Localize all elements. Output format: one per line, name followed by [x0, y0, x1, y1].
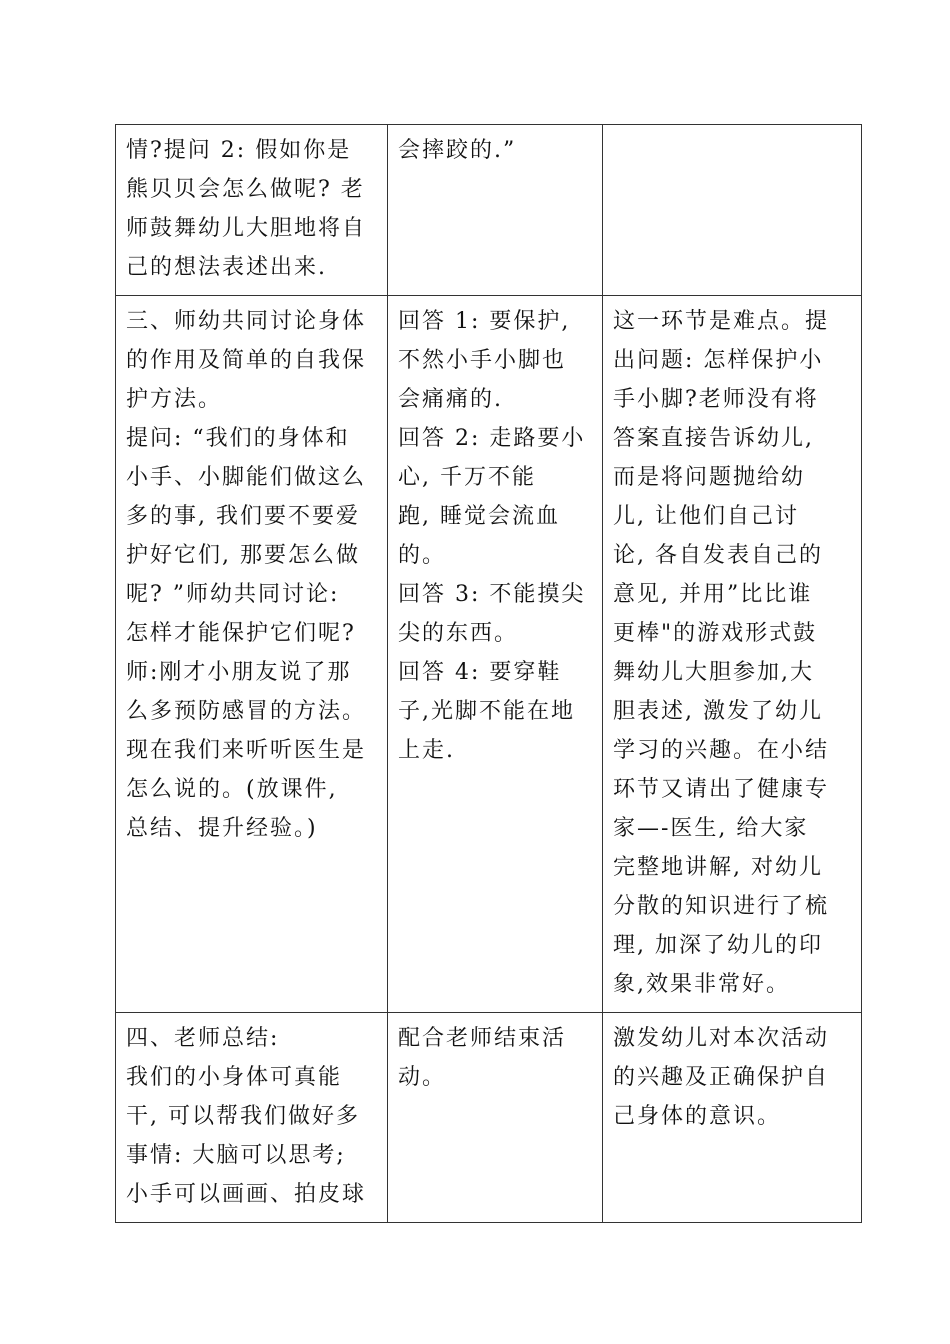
- text-line: 动。: [398, 1065, 447, 1090]
- text-line: 干, 可以帮我们做好多: [126, 1104, 360, 1129]
- text-line: 激发幼儿对本次活动: [613, 1026, 830, 1051]
- text-line: 跑, 睡觉会流血: [398, 504, 560, 529]
- text-line: 尖的东西。: [398, 621, 519, 646]
- teacher-activity-cell: [116, 125, 388, 296]
- design-intent-cell: [603, 296, 862, 1013]
- text-line: 心, 千万不能: [398, 465, 536, 490]
- text-line: 事情: 大脑可以思考;: [126, 1143, 346, 1168]
- text-line: 么多预防感冒的方法。: [126, 699, 367, 724]
- text-line: 熊贝贝会怎么做呢? 老: [126, 177, 365, 202]
- text-line: 会痛痛的.: [398, 387, 503, 412]
- text-line: 象,效果非常好。: [613, 972, 790, 997]
- text-line: 学习的兴趣。在小结: [613, 738, 830, 763]
- text-line: 多的事, 我们要不要爱: [126, 504, 360, 529]
- text-line: 家—-医生, 给大家: [613, 816, 809, 841]
- child-response-cell: [388, 1013, 603, 1223]
- text-line: 回答 4: 要穿鞋: [398, 660, 562, 685]
- text-line: 儿, 让他们自己讨: [613, 504, 799, 529]
- text-line: 己的想法表述出来.: [126, 255, 327, 280]
- text-line: 论, 各自发表自己的: [613, 543, 823, 568]
- text-line: 子,光脚不能在地: [398, 699, 575, 724]
- text-line: 环节又请出了健康专: [613, 777, 830, 802]
- text-line: 小手、小脚能们做这么: [126, 465, 367, 490]
- text-line: 出问题: 怎样保护小: [613, 348, 824, 373]
- text-line: 分散的知识进行了梳: [613, 894, 830, 919]
- text-line: 师:刚才小朋友说了那: [126, 660, 352, 685]
- text-line: 怎么说的。(放课件,: [126, 777, 338, 802]
- text-line: 总结、提升经验。): [126, 816, 318, 841]
- design-intent-cell: [603, 1013, 862, 1223]
- text-line: 的。: [398, 543, 447, 568]
- text-line: 不然小手小脚也: [398, 348, 567, 373]
- text-line: 回答 1: 要保护,: [398, 309, 571, 334]
- text-line: 意见, 并用”比比谁: [613, 582, 813, 607]
- text-line: 这一环节是难点。提: [613, 309, 830, 334]
- text-line: 己身体的意识。: [613, 1104, 782, 1129]
- text-line: 小手可以画画、拍皮球: [126, 1182, 367, 1207]
- table-row: [116, 125, 862, 296]
- text-line: 护好它们, 那要怎么做: [126, 543, 360, 568]
- text-line: 回答 3: 不能摸尖: [398, 582, 586, 607]
- text-line: 情?提问 2: 假如你是: [126, 138, 352, 163]
- lesson-plan-table: [115, 124, 862, 1223]
- text-line: 理, 加深了幼儿的印: [613, 933, 823, 958]
- text-line: 回答 2: 走路要小: [398, 426, 586, 451]
- text-line: 提问: “我们的身体和: [126, 426, 350, 451]
- text-line: 配合老师结束活: [398, 1026, 567, 1051]
- text-line: 上走.: [398, 738, 455, 763]
- text-line: 的作用及简单的自我保: [126, 348, 367, 373]
- teacher-activity-cell: [116, 296, 388, 1013]
- text-line: 更棒"的游戏形式鼓: [613, 621, 818, 646]
- child-response-cell: [388, 125, 603, 296]
- text-line: 答案直接告诉幼儿,: [613, 426, 814, 451]
- text-line: 会摔跤的.”: [398, 138, 517, 163]
- child-response-cell: [388, 296, 603, 1013]
- teacher-activity-cell: [116, 1013, 388, 1223]
- text-line: 手小脚?老师没有将: [613, 387, 819, 412]
- text-line: 呢? ”师幼共同讨论:: [126, 582, 340, 607]
- text-line: 完整地讲解, 对幼儿: [613, 855, 823, 880]
- text-line: 师鼓舞幼儿大胆地将自: [126, 216, 367, 241]
- text-line: 三、师幼共同讨论身体: [126, 309, 367, 334]
- text-line: 舞幼儿大胆参加,大: [613, 660, 814, 685]
- table-row: [116, 296, 862, 1013]
- table-row: [116, 1013, 862, 1223]
- text-line: 的兴趣及正确保护自: [613, 1065, 830, 1090]
- text-line: 我们的小身体可真能: [126, 1065, 343, 1090]
- text-line: 四、老师总结:: [126, 1026, 280, 1051]
- text-line: 胆表述, 激发了幼儿: [613, 699, 823, 724]
- text-line: 现在我们来听听医生是: [126, 738, 367, 763]
- text-line: 怎样才能保护它们呢?: [126, 621, 356, 646]
- text-line: 护方法。: [126, 387, 223, 412]
- design-intent-cell: [603, 125, 862, 296]
- text-line: 而是将问题抛给幼: [613, 465, 806, 490]
